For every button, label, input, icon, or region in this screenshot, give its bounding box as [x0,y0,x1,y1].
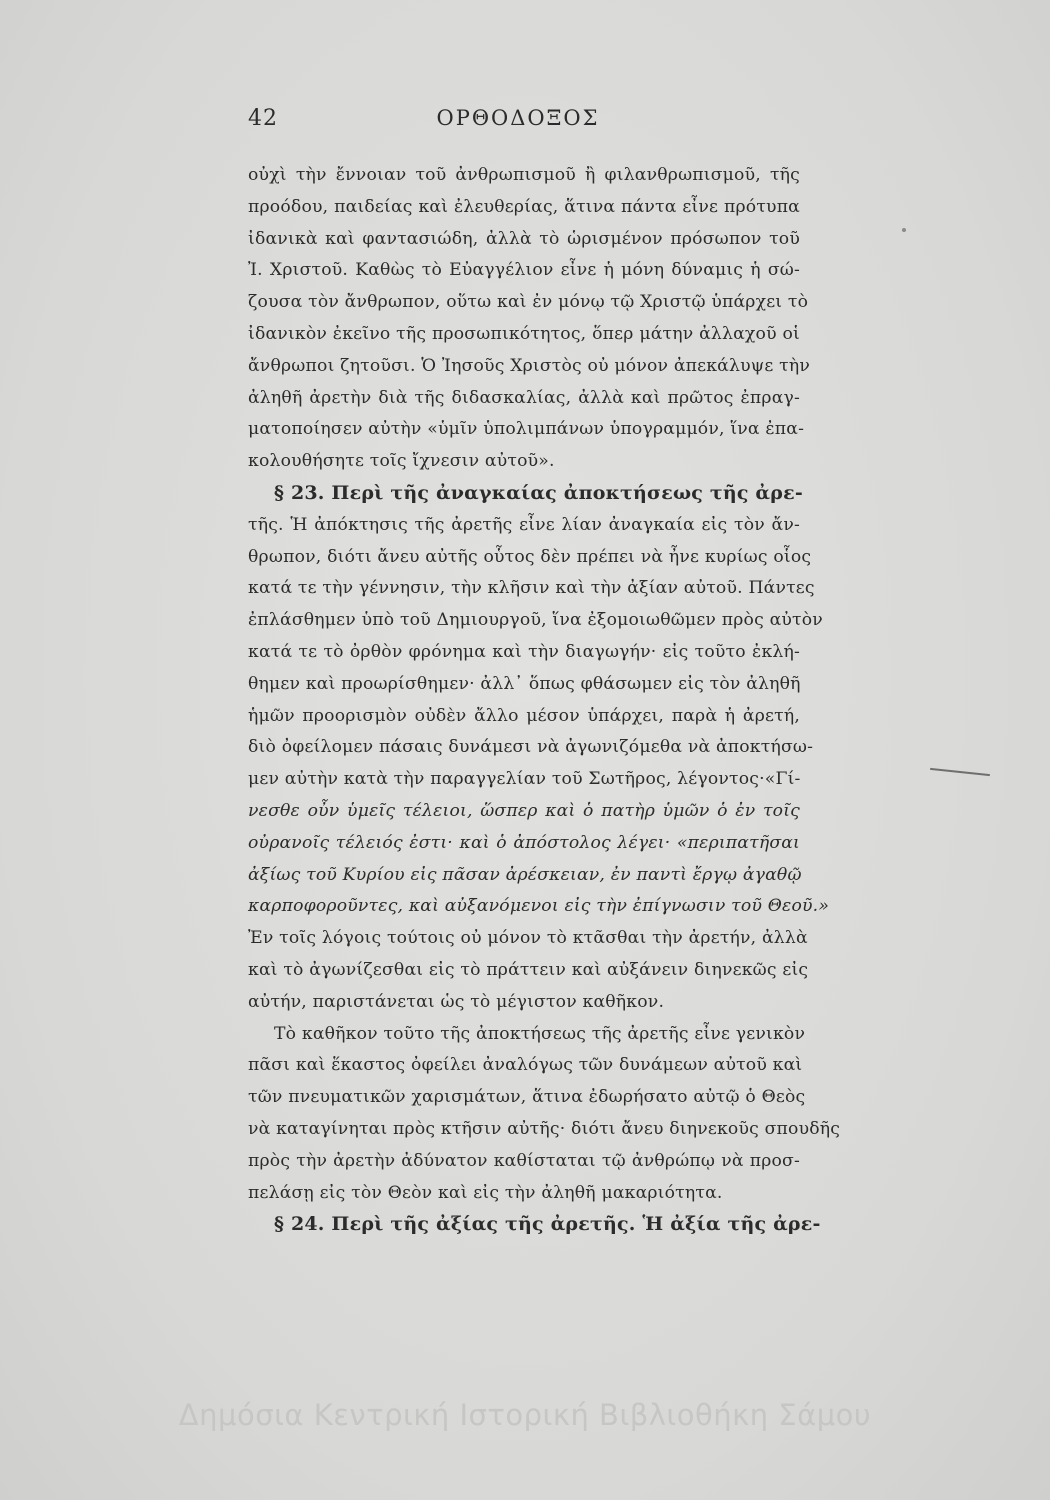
text-line: ἀληθῆ ἀρετὴν διὰ τῆς διδασκαλίας, ἀλλὰ καὶ πρῶτος ἐπραγ- [248,387,800,408]
text-line: τῆς. Ἡ ἀπόκτησις τῆς ἀρετῆς εἶνε λίαν ἀναγκαία εἰς τὸν ἄν- [248,514,800,535]
text-line-italic-quote: κολουθήσητε τοῖς ἴχνεσιν αὐτοῦ». [248,451,555,472]
text-line: θρωπον, διότι ἄνευ αὐτῆς οὗτος δὲν πρέπει νὰ ἦνε κυρίως οἷος [248,546,812,567]
text-line: μεν αὐτὴν κατὰ τὴν παραγγελίαν τοῦ Σωτῆρος, λέγοντος·«Γί- [248,769,801,790]
page-number: 42 [248,106,278,131]
text-line: ἐπλάσθημεν ὑπὸ τοῦ Δημιουργοῦ, ἵνα ἐξομοιωθῶμεν πρὸς αὐτὸν [248,610,823,631]
text-line: διὸ ὀφείλομεν πάσαις δυνάμεσι νὰ ἀγωνιζόμεθα νὰ ἀποκτήσω- [248,737,814,758]
text-line: ζουσα τὸν ἄνθρωπον, οὕτω καὶ ἐν μόνῳ τῷ Χριστῷ ὑπάρχει τὸ [248,292,809,313]
text-line: πρὸς τὴν ἀρετὴν ἀδύνατον καθίσταται τῷ ἀνθρώπῳ νὰ προσ- [248,1150,800,1171]
text-line: τῶν πνευματικῶν χαρισμάτων, ἅτινα ἐδωρήσατο αὐτῷ ὁ Θεὸς [248,1087,806,1108]
text-line-italic-quote: οὐρανοῖς τέλειός ἐστι· καὶ ὁ ἀπόστολος λέγει· «περιπατῆσαι [248,832,800,853]
running-title: ΟΡΘΟΔΟΞΟΣ [436,106,600,130]
body-text [248,160,841,1241]
text-line-italic-quote: ἀξίως τοῦ Κυρίου εἰς πᾶσαν ἀρέσκειαν, ἐν παντὶ ἔργῳ ἀγαθῷ [248,864,802,885]
section-heading-24: § 24. Περὶ τῆς ἀξίας τῆς ἀρετῆς. Ἡ ἀξία τῆς ἀρε- [274,1213,821,1236]
library-watermark: Δημόσια Κεντρική Ιστορική Βιβλιοθήκη Σάμου [178,1398,872,1432]
text-line: αὐτήν, παριστάνεται ὡς τὸ μέγιστον καθῆκον. [248,991,665,1012]
text-line: κατά τε τὴν γέννησιν, τὴν κλῆσιν καὶ τὴν ἀξίαν αὐτοῦ. Πάντες [248,578,815,599]
text-line: ἰδανικὸν ἐκεῖνο τῆς προσωπικότητος, ὅπερ μάτην ἀλλαχοῦ οἱ [248,323,800,344]
text-line: ἰδανικὰ καὶ φαντασιώδη, ἀλλὰ τὸ ὡρισμένον πρόσωπον τοῦ [248,228,800,249]
text-line: κατά τε τὸ ὀρθὸν φρόνημα καὶ τὴν διαγωγήν· εἰς τοῦτο ἐκλή- [248,641,800,662]
text-line: προόδου, παιδείας καὶ ἐλευθερίας, ἅτινα πάντα εἶνε πρότυπα [248,196,800,217]
text-line: ἡμῶν προορισμὸν οὐδὲν ἄλλο μέσον ὑπάρχει, παρὰ ἡ ἀρετή, [248,705,800,726]
section-heading-23: § 23. Περὶ τῆς ἀναγκαίας ἀποκτήσεως τῆς ἀρε- [274,481,803,504]
text-line: θημεν καὶ προωρίσθημεν· ἀλλ᾽ ὅπως φθάσωμεν εἰς τὸν ἀληθῆ [248,673,801,694]
text-line: Τὸ καθῆκον τοῦτο τῆς ἀποκτήσεως τῆς ἀρετῆς εἶνε γενικὸν [274,1023,806,1044]
text-line-italic-quote: νεσθε οὖν ὑμεῖς τέλειοι, ὥσπερ καὶ ὁ πατὴρ ὑμῶν ὁ ἐν τοῖς [248,800,800,821]
text-line: πᾶσι καὶ ἕκαστος ὀφείλει ἀναλόγως τῶν δυνάμεων αὐτοῦ καὶ [248,1055,803,1076]
text-line-italic-quote: ματοποίησεν αὐτὴν «ὑμῖν ὑπολιμπάνων ὑπογραμμόν, ἵνα ἐπα- [248,419,805,440]
text-line: καὶ τὸ ἀγωνίζεσθαι εἰς τὸ πράττειν καὶ αὐξάνειν διηνεκῶς εἰς [248,959,809,980]
text-line: πελάσῃ εἰς τὸν Θεὸν καὶ εἰς τὴν ἀληθῆ μακαριότητα. [248,1182,723,1203]
text-line: Ἰ. Χριστοῦ. Καθὼς τὸ Εὐαγγέλιον εἶνε ἡ μόνη δύναμις ἡ σώ- [248,260,800,281]
text-line: ἄνθρωποι ζητοῦσι. Ὁ Ἰησοῦς Χριστὸς οὐ μόνον ἀπεκάλυψε τὴν [248,355,811,376]
margin-pencil-mark [930,768,990,776]
text-line: οὐχὶ τὴν ἔννοιαν τοῦ ἀνθρωπισμοῦ ἢ φιλανθρωπισμοῦ, τῆς [248,165,800,185]
text-line-italic-quote: καρποφοροῦντες, καὶ αὐξανόμενοι εἰς τὴν ἐπίγνωσιν τοῦ Θεοῦ.» [248,896,830,917]
text-line: νὰ καταγίνηται πρὸς κτῆσιν αὐτῆς· διότι ἄνευ διηνεκοῦς σπουδῆς [248,1118,841,1139]
text-line: Ἐν τοῖς λόγοις τούτοις οὐ μόνον τὸ κτᾶσθαι τὴν ἀρετήν, ἀλλὰ [248,928,808,949]
ink-speck [902,228,906,232]
page-header [248,106,788,142]
